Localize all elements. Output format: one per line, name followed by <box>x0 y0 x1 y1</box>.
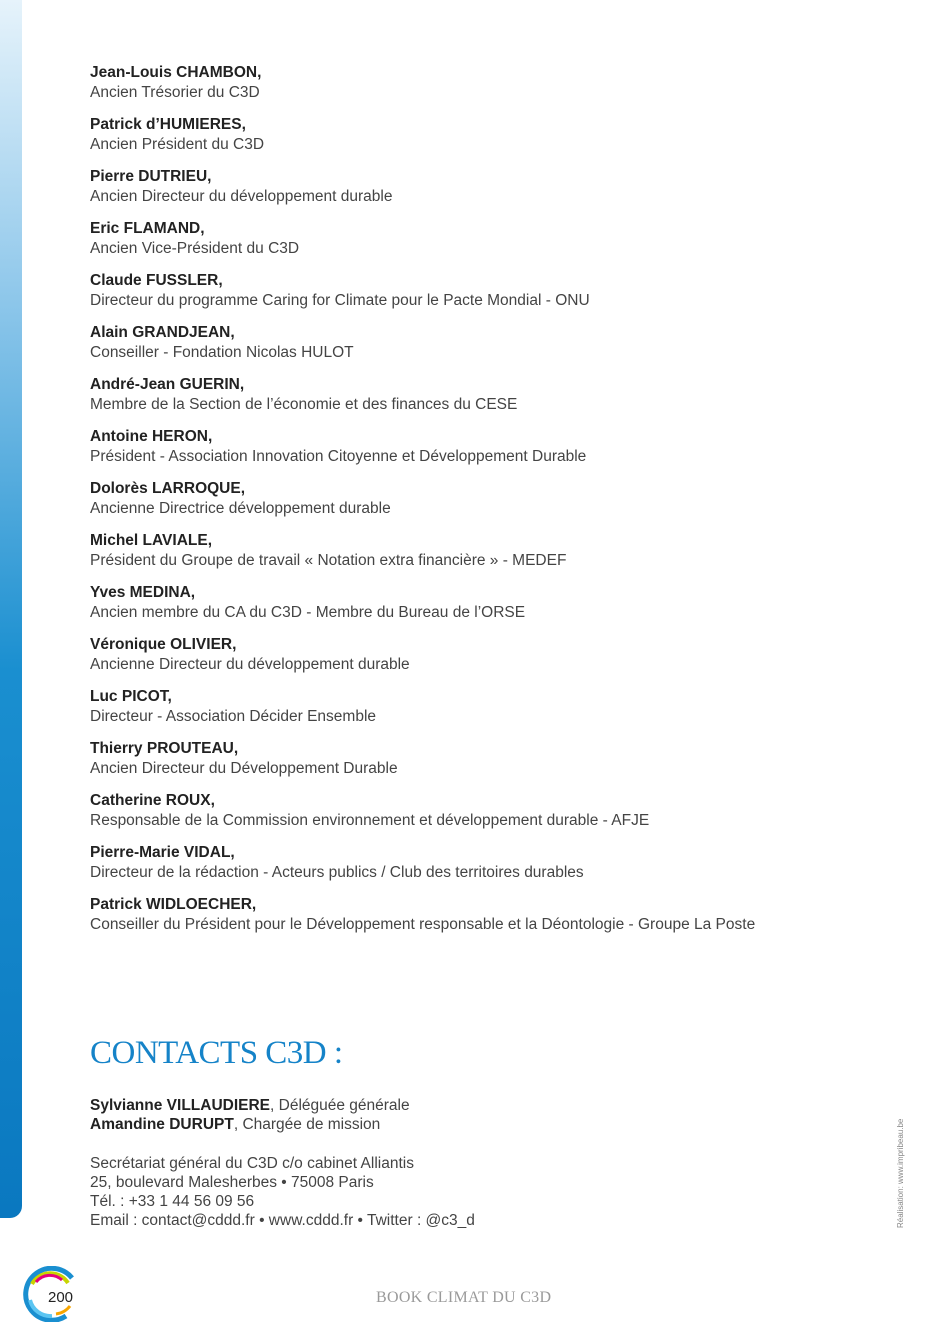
member-role: Ancienne Directeur du développement durable <box>90 656 410 673</box>
member-role: Ancien Directeur du Développement Durable <box>90 760 398 777</box>
member-entry <box>90 479 870 531</box>
member-name: Pierre DUTRIEU, <box>90 168 212 185</box>
member-role: Ancienne Directrice développement durable <box>90 500 391 517</box>
member-name: Claude FUSSLER, <box>90 272 223 289</box>
member-name: André-Jean GUERIN, <box>90 376 245 393</box>
member-role: Directeur du programme Caring for Climate pour le Pacte Mondial - ONU <box>90 292 590 309</box>
member-name: Luc PICOT, <box>90 688 172 705</box>
member-entry <box>90 843 870 895</box>
address-block <box>90 1154 475 1230</box>
member-name: Catherine ROUX, <box>90 792 215 809</box>
member-name: Yves MEDINA, <box>90 584 196 601</box>
member-entry <box>90 687 870 739</box>
member-name: Patrick d’HUMIERES, <box>90 116 246 133</box>
member-entry <box>90 115 870 167</box>
member-role: Directeur de la rédaction - Acteurs publics / Club des territoires durables <box>90 864 584 881</box>
member-role: Conseiller - Fondation Nicolas HULOT <box>90 344 354 361</box>
footer-book-title: BOOK CLIMAT DU C3D <box>376 1289 552 1306</box>
member-name: Antoine HERON, <box>90 428 213 445</box>
member-role: Membre de la Section de l’économie et des finances du CESE <box>90 396 518 413</box>
member-name: Jean-Louis CHAMBON, <box>90 64 262 81</box>
member-entry <box>90 427 870 479</box>
contact-people <box>90 1096 410 1134</box>
member-role: Ancien Vice-Président du C3D <box>90 240 300 257</box>
member-role: Président du Groupe de travail « Notation extra financière » - MEDEF <box>90 552 567 569</box>
member-entry <box>90 739 870 791</box>
member-role: Responsable de la Commission environnement et développement durable - AFJE <box>90 812 650 829</box>
member-entry <box>90 375 870 427</box>
member-role: Ancien Trésorier du C3D <box>90 84 260 101</box>
address-line: Tél. : +33 1 44 56 09 56 <box>90 1193 255 1210</box>
member-entry <box>90 895 870 947</box>
contacts-title: CONTACTS C3D : <box>90 1035 343 1071</box>
member-role: Ancien Directeur du développement durable <box>90 188 393 205</box>
address-line: 25, boulevard Malesherbes • 75008 Paris <box>90 1174 374 1191</box>
member-name: Dolorès LARROQUE, <box>90 480 246 497</box>
side-accent-bar <box>0 0 22 1218</box>
member-entry <box>90 791 870 843</box>
address-line: Email : contact@cddd.fr • www.cddd.fr • Twitter : @c3_d <box>90 1212 475 1229</box>
credit-text: Réalisation: www.impribeau.be <box>896 1118 905 1228</box>
member-entry <box>90 167 870 219</box>
member-name: Thierry PROUTEAU, <box>90 740 239 757</box>
member-entry <box>90 63 870 115</box>
member-name: Alain GRANDJEAN, <box>90 324 235 341</box>
member-name: Véronique OLIVIER, <box>90 636 237 653</box>
member-role: Directeur - Association Décider Ensemble <box>90 708 377 725</box>
contact-name: Sylvianne VILLAUDIERE <box>90 1097 271 1114</box>
member-name: Pierre-Marie VIDAL, <box>90 844 235 861</box>
member-entry <box>90 635 870 687</box>
contact-role: , Chargée de mission <box>233 1116 381 1133</box>
contact-person <box>90 1115 410 1134</box>
member-role: Conseiller du Président pour le Développement responsable et la Déontologie - Groupe La Poste <box>90 916 756 933</box>
member-entry <box>90 323 870 375</box>
contact-role: , Déléguée générale <box>270 1097 410 1114</box>
member-role: Ancien Président du C3D <box>90 136 265 153</box>
member-name: Eric FLAMAND, <box>90 220 205 237</box>
member-list <box>90 63 870 947</box>
page-number: 200 <box>48 1289 74 1306</box>
contact-name: Amandine DURUPT <box>90 1116 234 1133</box>
contact-person <box>90 1096 410 1115</box>
member-name: Patrick WIDLOECHER, <box>90 896 257 913</box>
member-role: Ancien membre du CA du C3D - Membre du Bureau de l’ORSE <box>90 604 526 621</box>
member-role: Président - Association Innovation Citoyenne et Développement Durable <box>90 448 587 465</box>
member-entry <box>90 219 870 271</box>
member-entry <box>90 271 870 323</box>
member-entry <box>90 531 870 583</box>
member-entry <box>90 583 870 635</box>
member-name: Michel LAVIALE, <box>90 532 213 549</box>
address-line: Secrétariat général du C3D c/o cabinet Alliantis <box>90 1155 414 1172</box>
